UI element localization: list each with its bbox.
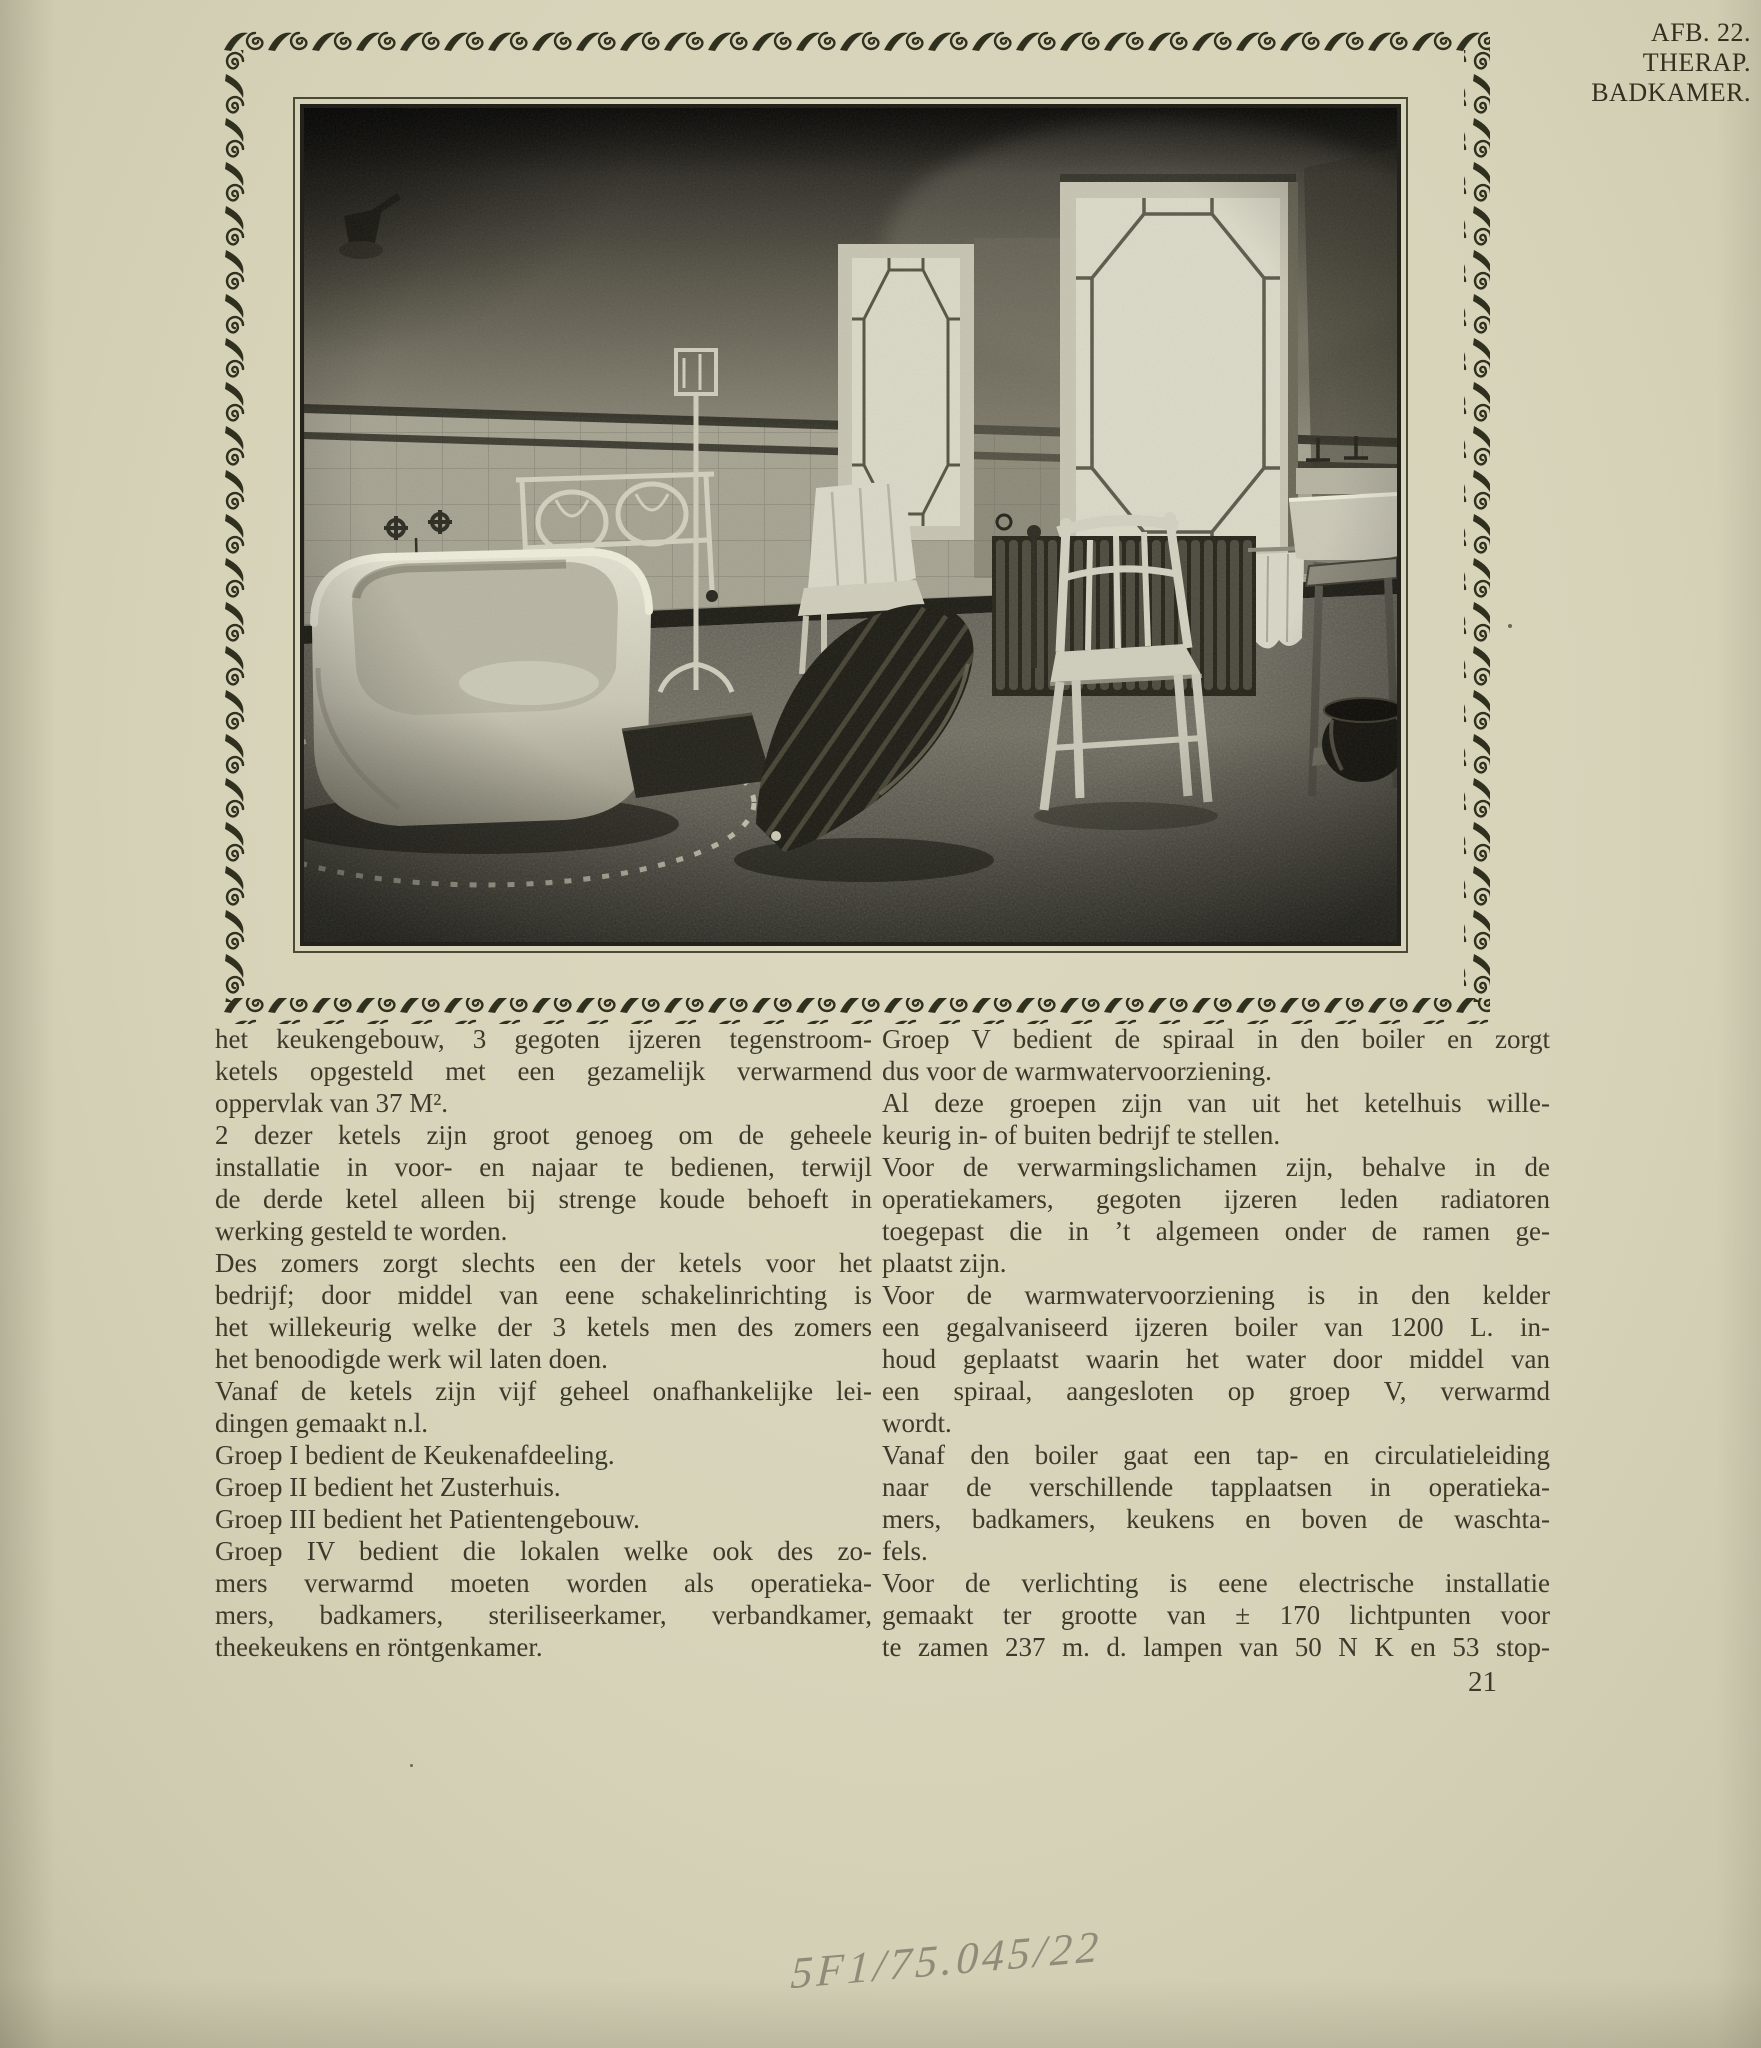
text-line: Groep I bedient de Keukenafdeeling. [215,1440,615,1470]
text-line: Voor de warmwatervoorziening is in den kelder [882,1280,1550,1310]
text-line: Vanaf de ketels zijn vijf geheel onafhankelijke lei- [215,1376,872,1406]
text-line: te zamen 237 m. d. lampen van 50 N K en 53 stop- [882,1632,1550,1662]
text-line: werking gesteld te worden. [215,1216,508,1246]
paper-speck [410,1764,413,1767]
text-line: Voor de verwarmingslichamen zijn, behalve in de [882,1152,1550,1182]
figure-caption [1591,18,1751,108]
text-line: toegepast die in ’t algemeen onder de ramen ge- [882,1216,1550,1246]
text-line: een spiraal, aangesloten op groep V, verwarmd [882,1376,1550,1406]
paper-speck [1508,624,1512,628]
text-column-right [882,1023,1550,1663]
text-line: het keukengebouw, 3 gegoten ijzeren tegenstroom- [215,1024,872,1054]
text-line: het willekeurig welke der 3 ketels men des zomers [215,1312,872,1342]
caption-line-2: THERAP. [1642,48,1751,77]
text-line: Vanaf den boiler gaat een tap- en circulatieleiding [882,1440,1550,1470]
text-line: keurig in- of buiten bedrijf te stellen. [882,1120,1281,1150]
text-line: houd geplaatst waarin het water door middel van [882,1344,1550,1374]
text-line: Voor de verlichting is eene electrische installatie [882,1568,1550,1598]
ornament-left [222,50,248,1002]
handwritten-archive-number: 5F1/75.045/22 [789,1921,1104,1999]
photo-frame [293,97,1408,953]
ornament-right [1464,50,1490,1002]
film-grain [304,108,1397,942]
text-line: Groep IV bedient die lokalen welke ook des zo- [215,1536,872,1566]
text-line: de derde ketel alleen bij strenge koude behoeft in [215,1184,872,1214]
text-line: het benoodigde werk wil laten doen. [215,1344,608,1374]
text-line: Groep II bedient het Zusterhuis. [215,1472,561,1502]
bathroom-photograph [304,108,1397,942]
ornament-bottom [222,998,1490,1024]
text-line: ketels opgesteld met een gezamelijk verwarmend [215,1056,872,1086]
text-line: installatie in voor- en najaar te bedienen, terwijl [215,1152,872,1182]
page-number: 21 [1468,1666,1497,1698]
text-line: fels. [882,1536,928,1566]
text-line: gemaakt ter grootte van ± 170 lichtpunten voor [882,1600,1550,1630]
text-line: mers, badkamers, steriliseerkamer, verbandkamer, [215,1600,872,1630]
text-line: naar de verschillende tapplaatsen in operatieka- [882,1472,1550,1502]
photo-inner-frame [300,104,1401,946]
text-line: 2 dezer ketels zijn groot genoeg om de geheele [215,1120,872,1150]
text-line: operatiekamers, gegoten ijzeren leden radiatoren [882,1184,1550,1214]
text-line: Des zomers zorgt slechts een der ketels voor het [215,1248,872,1278]
text-line: Groep III bedient het Patientengebouw. [215,1504,640,1534]
text-line: Al deze groepen zijn van uit het ketelhuis wille- [882,1088,1550,1118]
text-line: bedrijf; door middel van eene schakelinrichting is [215,1280,872,1310]
text-line: theekeukens en röntgenkamer. [215,1632,543,1662]
caption-line-1: AFB. 22. [1650,18,1751,47]
ornament-top [222,28,1490,54]
text-line: mers verwarmd moeten worden als operatieka- [215,1568,872,1598]
text-line: mers, badkamers, keukens en boven de waschta- [882,1504,1550,1534]
text-column-left [215,1023,872,1663]
text-line: dus voor de warmwatervoorziening. [882,1056,1272,1086]
text-line: wordt. [882,1408,952,1438]
caption-line-3: BADKAMER. [1591,78,1751,107]
text-line: Groep V bedient de spiraal in den boiler en zorgt [882,1024,1550,1054]
text-line: plaatst zijn. [882,1248,1007,1278]
text-line: oppervlak van 37 M². [215,1088,449,1118]
text-line: een gegalvaniseerd ijzeren boiler van 1200 L. in- [882,1312,1550,1342]
text-line: dingen gemaakt n.l. [215,1408,428,1438]
